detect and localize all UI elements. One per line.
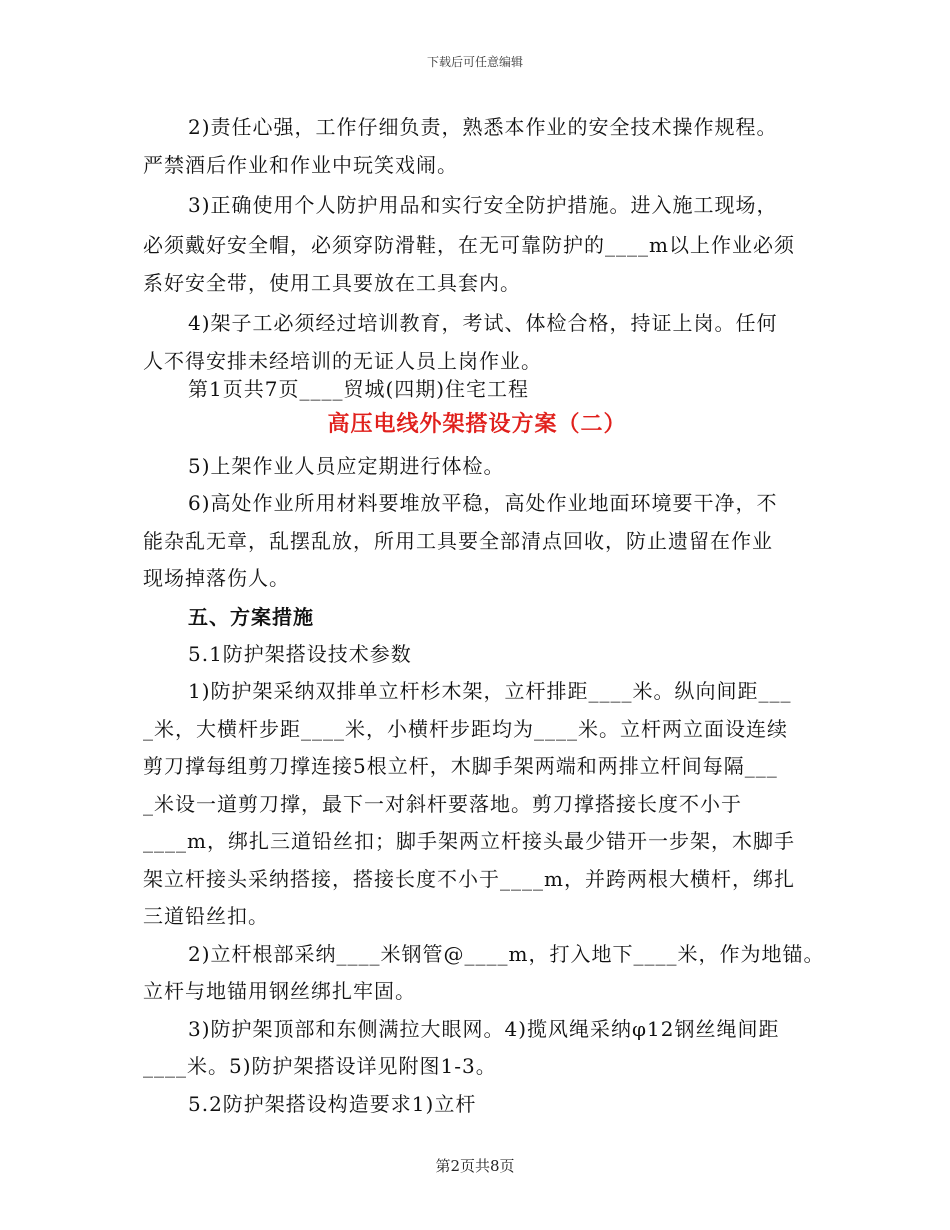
text-line: 5)上架作业人员应定期进行体检。 bbox=[188, 454, 505, 478]
text-line: 1)防护架采纳双排单立杆杉木架，立杆排距____米。纵向间距___ bbox=[188, 679, 792, 703]
text-line: 3)防护架顶部和东侧满拉大眼网。4)揽风绳采纳φ12钢丝绳间距 bbox=[188, 1017, 780, 1041]
text-line: 架立杆接头采纳搭接，搭接长度不小于____m，并跨两根大横杆，绑扎 bbox=[143, 867, 795, 891]
text-line: 第1页共7页____贸城(四期)住宅工程 bbox=[188, 377, 530, 401]
text-line: ____米。5)防护架搭设详见附图1-3。 bbox=[143, 1054, 497, 1078]
text-line: 3)正确使用个人防护用品和实行安全防护措施。进入施工现场， bbox=[188, 193, 778, 217]
section-heading: 五、方案措施 bbox=[188, 605, 314, 629]
text-line: 2)责任心强，工作仔细负责，熟悉本作业的安全技术操作规程。 bbox=[188, 115, 778, 139]
header-note: 下载后可任意编辑 bbox=[426, 55, 523, 69]
text-line: 立杆与地锚用钢丝绑扎牢固。 bbox=[143, 979, 416, 1003]
text-line: _米设一道剪刀撑，最下一对斜杆要落地。剪刀撑搭接长度不小于 bbox=[143, 792, 742, 816]
text-line: 必须戴好安全帽，必须穿防滑鞋，在无可靠防护的____m以上作业必须 bbox=[143, 233, 795, 257]
text-line: ____m，绑扎三道铅丝扣；脚手架两立杆接头最少错开一步架，木脚手 bbox=[143, 829, 795, 853]
text-line: 2)立杆根部采纳____米钢管@____m，打入地下____米，作为地锚。 bbox=[188, 942, 825, 966]
text-line: 三道铅丝扣。 bbox=[143, 904, 269, 928]
subsection-heading: 5.1防护架搭设技术参数 bbox=[188, 642, 412, 666]
text-line: 能杂乱无章，乱摆乱放，所用工具要全部清点回收，防止遗留在作业 bbox=[143, 529, 773, 553]
section-title: 高压电线外架搭设方案（二） bbox=[327, 411, 627, 437]
page-footer: 第2页共8页 bbox=[435, 1157, 515, 1175]
text-line: 系好安全带，使用工具要放在工具套内。 bbox=[143, 271, 521, 295]
text-line: 4)架子工必须经过培训教育，考试、体检合格，持证上岗。任何 bbox=[188, 311, 778, 335]
text-line: _米，大横杆步距____米，小横杆步距均为____米。立杆两立面设连续 bbox=[143, 717, 788, 741]
text-line: 人不得安排未经培训的无证人员上岗作业。 bbox=[143, 349, 542, 373]
text-line: 严禁酒后作业和作业中玩笑戏闹。 bbox=[143, 153, 458, 177]
text-line: 剪刀撑每组剪刀撑连接5根立杆，木脚手架两端和两排立杆间每隔___ bbox=[143, 754, 778, 778]
text-line: 6)高处作业所用材料要堆放平稳，高处作业地面环境要干净，不 bbox=[188, 491, 778, 515]
subsection-heading: 5.2防护架搭设构造要求1)立杆 bbox=[188, 1092, 477, 1116]
text-line: 现场掉落伤人。 bbox=[143, 566, 290, 590]
